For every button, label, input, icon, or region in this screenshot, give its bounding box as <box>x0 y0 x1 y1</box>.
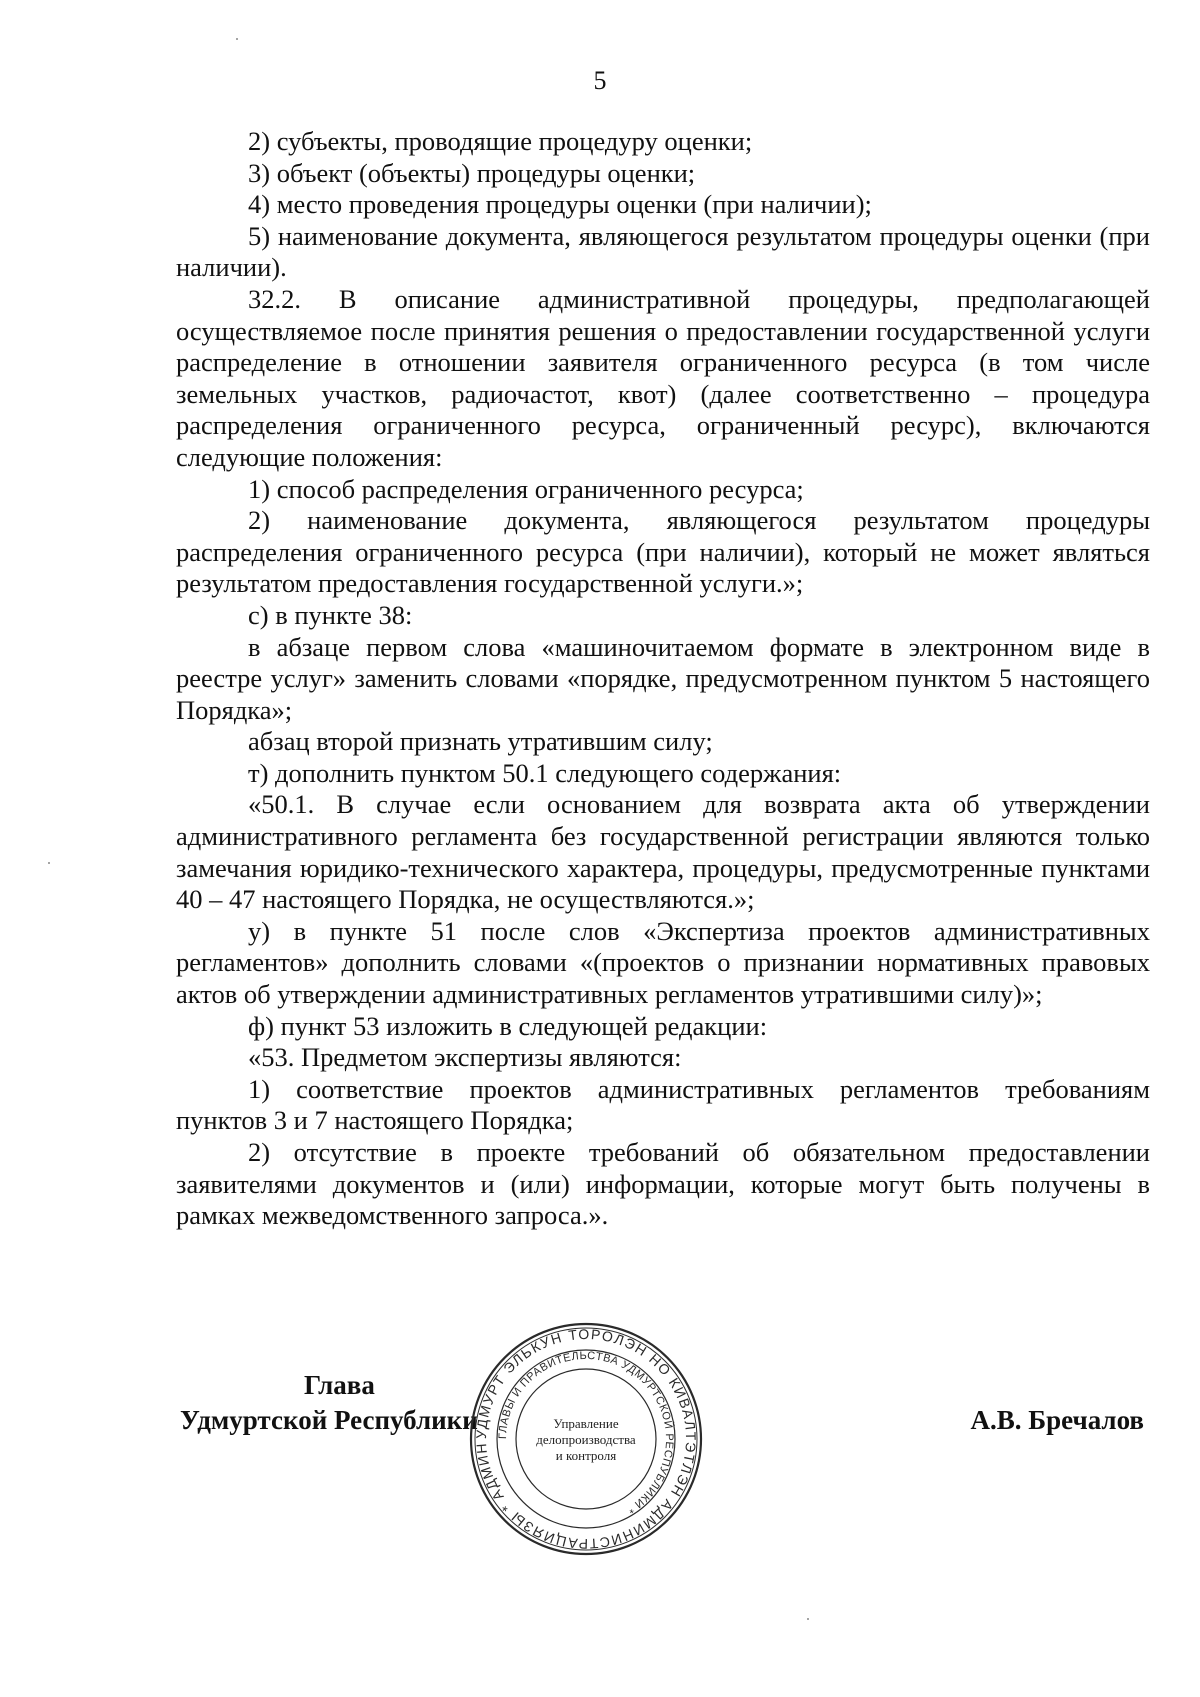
paragraph: у) в пункте 51 после слов «Экспертиза проектов административных регламентов» дополнить словами «(проектов о признании нормативных правовых актов об утверждении административных регламентов утратившими силу)»; <box>176 915 1150 1010</box>
paragraph: в абзаце первом слова «машиночитаемом формате в электронном виде в реестре услуг» заменить словами «порядке, предусмотренном пунктом 5 настоящего Порядка»; <box>176 631 1150 725</box>
seal-inner-text: ГЛАВЫ И ПРАВИТЕЛЬСТВА УДМУРТСКОЙ РЕСПУБЛИКИ * <box>496 1349 676 1516</box>
page-number: 5 <box>593 66 607 95</box>
signature-title-line1: Глава <box>304 1370 375 1400</box>
paragraph: с) в пункте 38: <box>248 599 413 630</box>
paragraph: «50.1. В случае если основанием для возврата акта об утверждении административного регламента без государственной регистрации являются только замечания юридико-технического характера, процедуры, предусмотренные пунктами 40 – 47 настоящего Порядка, не осуществляются.»; <box>176 789 1150 915</box>
signature-block <box>180 1368 478 1438</box>
paragraph: 5) наименование документа, являющегося результатом процедуры оценки (при наличии). <box>176 220 1150 283</box>
signature-title-line2: Удмуртской Республики <box>180 1405 478 1435</box>
paragraph: «53. Предметом экспертизы являются: <box>248 1042 682 1073</box>
paragraph: 4) место проведения процедуры оценки (при наличии); <box>248 189 872 220</box>
paragraph: 2) отсутствие в проекте требований об обязательном предоставлении заявителями документов и (или) информации, которые могут быть получены в рамках межведомственного запроса.». <box>176 1137 1150 1231</box>
seal-center-line: и контроля <box>555 1448 617 1463</box>
paragraph: 2) субъекты, проводящие процедуру оценки; <box>248 126 753 156</box>
paragraph: т) дополнить пунктом 50.1 следующего содержания: <box>248 757 842 788</box>
paragraph: абзац второй признать утратившим силу; <box>248 726 713 757</box>
scan-speck <box>48 862 50 864</box>
seal-outer-text: УДМУРТ ЭЛЬКУН ТОРОЛЭН НО КИВАЛТЭТЛЭН АДМИНИСТРАЦИЯЗЫ * АДМИН <box>472 1325 700 1553</box>
document-body <box>176 126 1150 1232</box>
official-seal <box>468 1321 704 1557</box>
paragraph: 2) наименование документа, являющегося результатом процедуры распределения ограниченного ресурса (при наличии), который не может являться результатом предоставления государственной услуги.»; <box>176 505 1150 599</box>
paragraph: 1) способ распределения ограниченного ресурса; <box>248 473 804 504</box>
seal-center-text <box>468 1416 704 1464</box>
paragraph: 32.2. В описание административной процедуры, предполагающей осуществляемое после принятия решения о предоставлении государственной услуги распределение в отношении заявителя ограниченного ресурса (в том числе земельных участков, радиочастот, квот) (далее соответственно – процедура распределения ограниченного ресурса, ограниченный ресурс), включаются следующие положения: <box>176 283 1150 472</box>
paragraph: 1) соответствие проектов административных регламентов требованиям пунктов 3 и 7 настоящего Порядка; <box>176 1073 1150 1136</box>
signer-name: А.В. Бречалов <box>970 1405 1144 1435</box>
seal-center-line: Управление <box>553 1416 619 1431</box>
paragraph: ф) пункт 53 изложить в следующей редакции: <box>248 1010 768 1041</box>
scan-speck <box>236 38 238 40</box>
paragraph: 3) объект (объекты) процедуры оценки; <box>248 157 696 188</box>
seal-center-line: делопроизводства <box>536 1432 636 1447</box>
scan-speck <box>807 1618 809 1620</box>
